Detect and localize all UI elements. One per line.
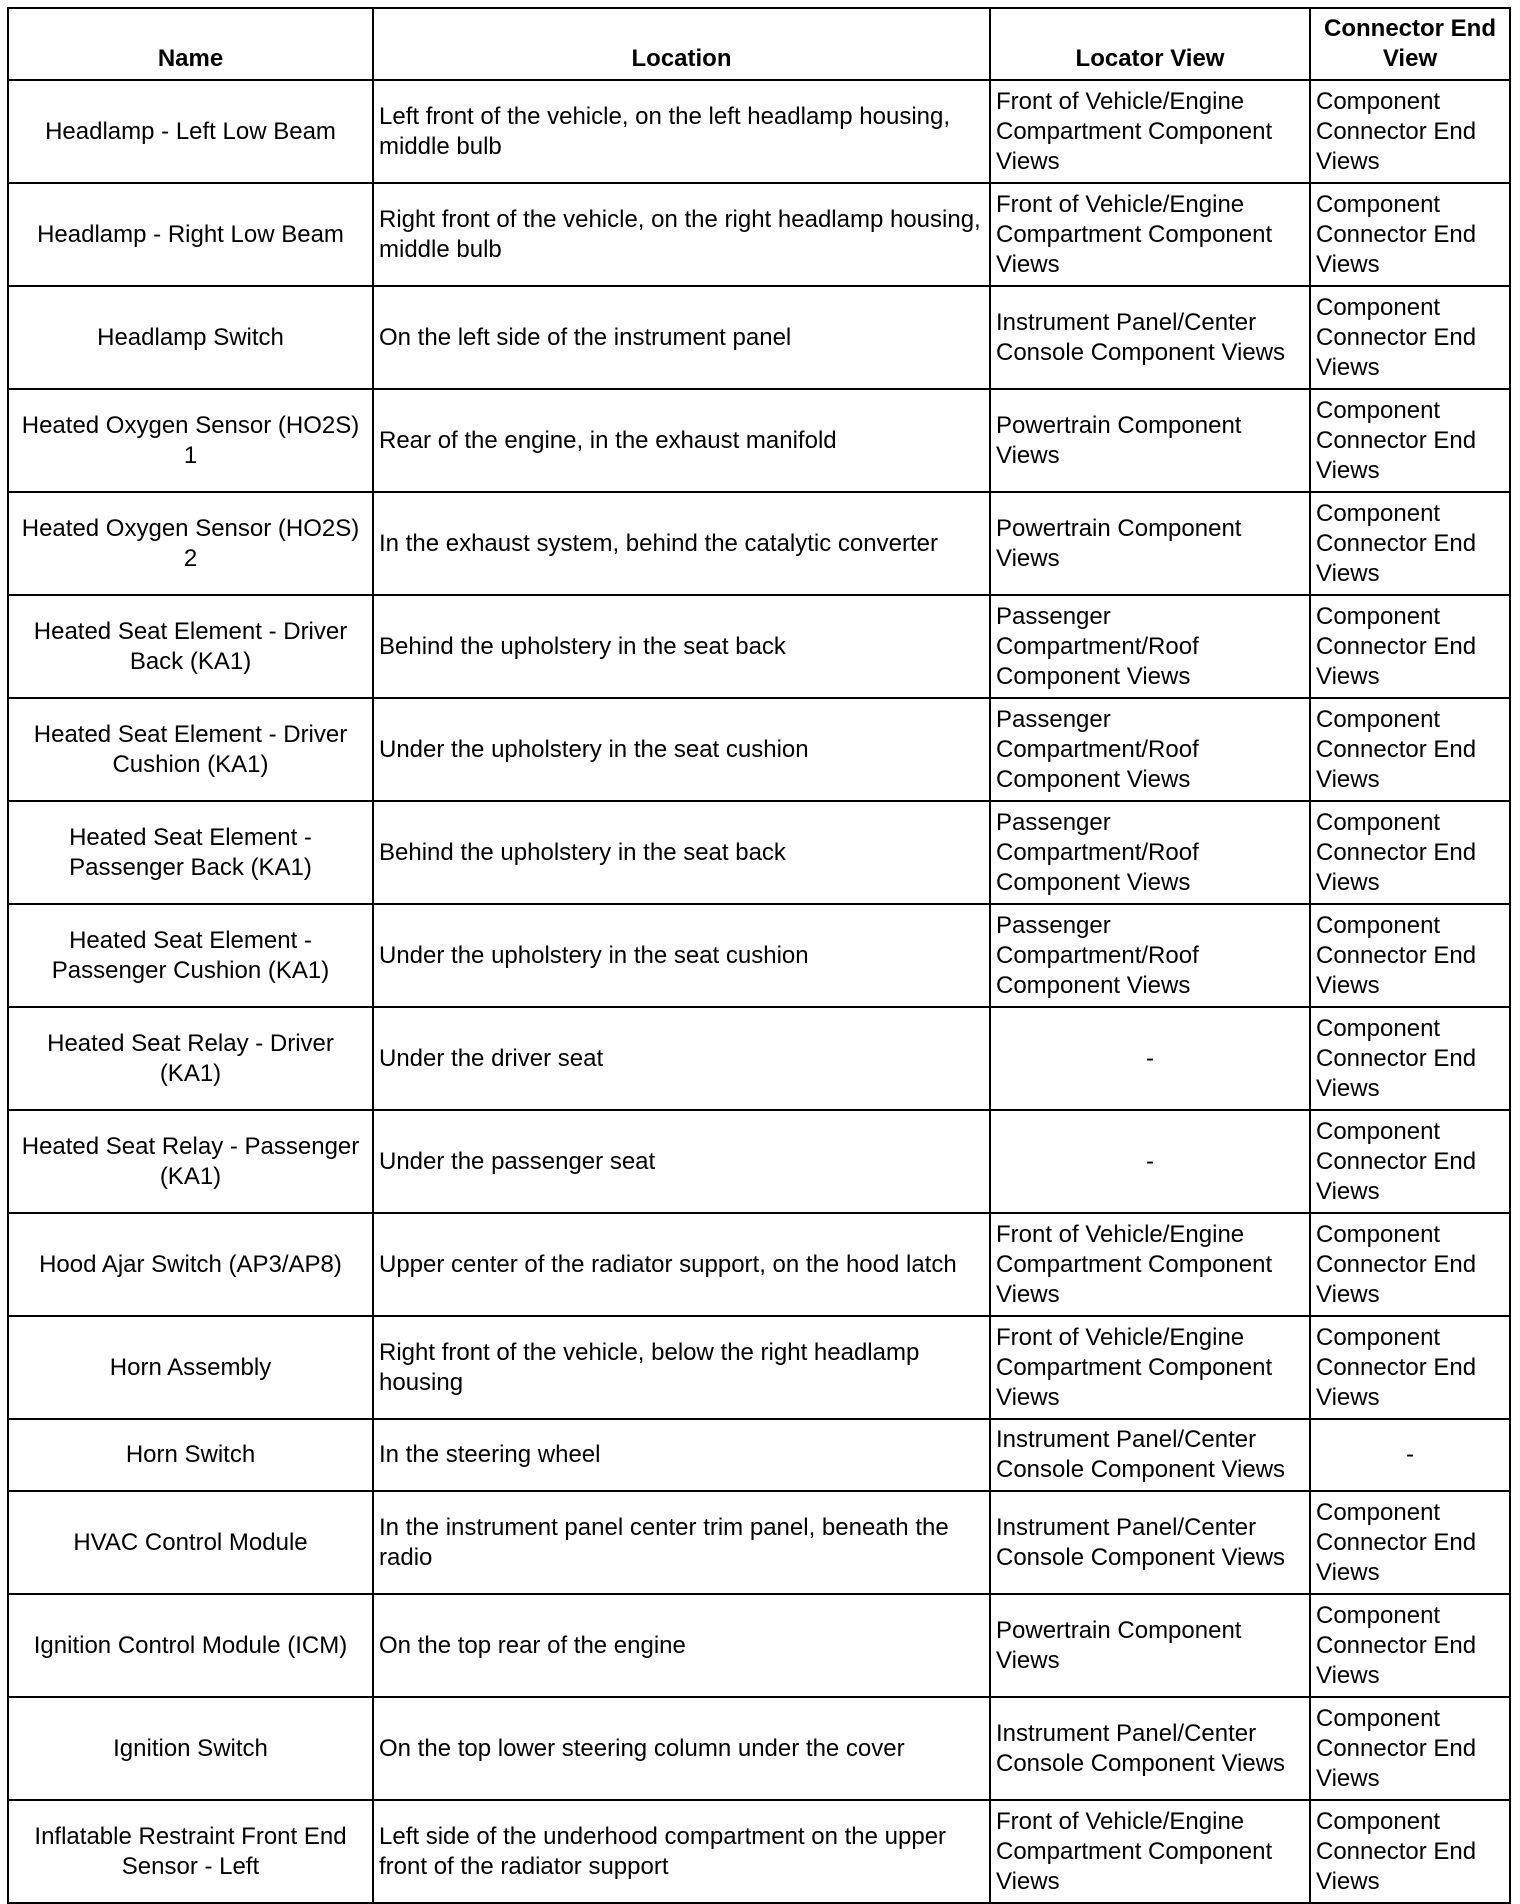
- connector-end-view-cell: Component Connector End Views: [1310, 389, 1510, 492]
- component-name-cell: Headlamp Switch: [8, 286, 373, 389]
- location-cell: Right front of the vehicle, below the right headlamp housing: [373, 1316, 990, 1419]
- locator-view-cell: -: [990, 1007, 1310, 1110]
- connector-end-view-cell: Component Connector End Views: [1310, 801, 1510, 904]
- connector-end-view-cell: Component Connector End Views: [1310, 183, 1510, 286]
- component-name-cell: HVAC Control Module: [8, 1491, 373, 1594]
- component-name-cell: Inflatable Restraint Front End Sensor - Left: [8, 1800, 373, 1903]
- component-name-cell: Heated Seat Relay - Driver (KA1): [8, 1007, 373, 1110]
- locator-view-cell: Front of Vehicle/Engine Compartment Component Views: [990, 1800, 1310, 1903]
- header-row: [8, 8, 1510, 80]
- table-row: [8, 183, 1510, 286]
- location-cell: Under the upholstery in the seat cushion: [373, 904, 990, 1007]
- locator-view-cell: Powertrain Component Views: [990, 1594, 1310, 1697]
- component-name-cell: Heated Seat Element - Passenger Cushion (KA1): [8, 904, 373, 1007]
- location-cell: On the top rear of the engine: [373, 1594, 990, 1697]
- locator-view-cell: Instrument Panel/Center Console Component Views: [990, 1419, 1310, 1491]
- connector-end-view-cell: -: [1310, 1419, 1510, 1491]
- component-name-cell: Heated Seat Element - Passenger Back (KA1): [8, 801, 373, 904]
- locator-view-cell: Instrument Panel/Center Console Component Views: [990, 1491, 1310, 1594]
- connector-end-view-cell: Component Connector End Views: [1310, 492, 1510, 595]
- locator-view-cell: Instrument Panel/Center Console Component Views: [990, 286, 1310, 389]
- locator-view-cell: Front of Vehicle/Engine Compartment Component Views: [990, 1316, 1310, 1419]
- connector-end-view-cell: Component Connector End Views: [1310, 1316, 1510, 1419]
- location-cell: In the instrument panel center trim panel, beneath the radio: [373, 1491, 990, 1594]
- component-name-cell: Heated Seat Element - Driver Back (KA1): [8, 595, 373, 698]
- location-column-header: Location: [373, 8, 990, 80]
- location-cell: Left front of the vehicle, on the left headlamp housing, middle bulb: [373, 80, 990, 183]
- component-name-cell: Heated Oxygen Sensor (HO2S) 2: [8, 492, 373, 595]
- location-cell: Under the upholstery in the seat cushion: [373, 698, 990, 801]
- table-row: [8, 801, 1510, 904]
- table-row: [8, 1316, 1510, 1419]
- connector-end-view-cell: Component Connector End Views: [1310, 1213, 1510, 1316]
- locator-view-cell: Passenger Compartment/Roof Component Views: [990, 801, 1310, 904]
- locator-view-cell: Front of Vehicle/Engine Compartment Component Views: [990, 1213, 1310, 1316]
- location-cell: Under the passenger seat: [373, 1110, 990, 1213]
- component-name-cell: Headlamp - Right Low Beam: [8, 183, 373, 286]
- table-row: [8, 1419, 1510, 1491]
- table-row: [8, 80, 1510, 183]
- name-column-header: Name: [8, 8, 373, 80]
- location-cell: Left side of the underhood compartment on the upper front of the radiator support: [373, 1800, 990, 1903]
- location-cell: In the exhaust system, behind the catalytic converter: [373, 492, 990, 595]
- location-cell: Behind the upholstery in the seat back: [373, 801, 990, 904]
- table-row: [8, 1110, 1510, 1213]
- connector-end-view-cell: Component Connector End Views: [1310, 1697, 1510, 1800]
- table-row: [8, 595, 1510, 698]
- table-row: [8, 904, 1510, 1007]
- table-row: [8, 492, 1510, 595]
- locator-view-column-header: Locator View: [990, 8, 1310, 80]
- locator-view-cell: Passenger Compartment/Roof Component Views: [990, 904, 1310, 1007]
- component-name-cell: Horn Assembly: [8, 1316, 373, 1419]
- table-row: [8, 1697, 1510, 1800]
- location-cell: In the steering wheel: [373, 1419, 990, 1491]
- component-name-cell: Ignition Switch: [8, 1697, 373, 1800]
- table-row: [8, 286, 1510, 389]
- table-row: [8, 1594, 1510, 1697]
- connector-end-view-cell: Component Connector End Views: [1310, 1007, 1510, 1110]
- locator-view-cell: -: [990, 1110, 1310, 1213]
- connector-end-view-cell: Component Connector End Views: [1310, 80, 1510, 183]
- location-cell: Behind the upholstery in the seat back: [373, 595, 990, 698]
- locator-view-cell: Passenger Compartment/Roof Component Views: [990, 595, 1310, 698]
- location-cell: Upper center of the radiator support, on the hood latch: [373, 1213, 990, 1316]
- component-name-cell: Hood Ajar Switch (AP3/AP8): [8, 1213, 373, 1316]
- table-row: [8, 698, 1510, 801]
- component-name-cell: Heated Seat Relay - Passenger (KA1): [8, 1110, 373, 1213]
- location-cell: Under the driver seat: [373, 1007, 990, 1110]
- connector-end-view-cell: Component Connector End Views: [1310, 698, 1510, 801]
- connector-end-view-cell: Component Connector End Views: [1310, 286, 1510, 389]
- locator-view-cell: Passenger Compartment/Roof Component Views: [990, 698, 1310, 801]
- location-cell: Rear of the engine, in the exhaust manifold: [373, 389, 990, 492]
- connector-end-view-cell: Component Connector End Views: [1310, 1491, 1510, 1594]
- table-row: [8, 389, 1510, 492]
- locator-view-cell: Front of Vehicle/Engine Compartment Component Views: [990, 80, 1310, 183]
- locator-view-cell: Instrument Panel/Center Console Component Views: [990, 1697, 1310, 1800]
- connector-end-view-column-header: Connector End View: [1310, 8, 1510, 80]
- table-row: [8, 1213, 1510, 1316]
- connector-end-view-cell: Component Connector End Views: [1310, 1594, 1510, 1697]
- component-name-cell: Horn Switch: [8, 1419, 373, 1491]
- component-name-cell: Heated Oxygen Sensor (HO2S) 1: [8, 389, 373, 492]
- table-row: [8, 1491, 1510, 1594]
- location-cell: Right front of the vehicle, on the right headlamp housing, middle bulb: [373, 183, 990, 286]
- table-row: [8, 1007, 1510, 1110]
- connector-end-view-cell: Component Connector End Views: [1310, 595, 1510, 698]
- location-cell: On the left side of the instrument panel: [373, 286, 990, 389]
- component-name-cell: Heated Seat Element - Driver Cushion (KA1): [8, 698, 373, 801]
- locator-view-cell: Front of Vehicle/Engine Compartment Component Views: [990, 183, 1310, 286]
- component-name-cell: Headlamp - Left Low Beam: [8, 80, 373, 183]
- connector-end-view-cell: Component Connector End Views: [1310, 1800, 1510, 1903]
- location-cell: On the top lower steering column under the cover: [373, 1697, 990, 1800]
- connector-end-view-cell: Component Connector End Views: [1310, 904, 1510, 1007]
- component-location-table: [7, 7, 1511, 1904]
- locator-view-cell: Powertrain Component Views: [990, 492, 1310, 595]
- table-row: [8, 1800, 1510, 1903]
- locator-view-cell: Powertrain Component Views: [990, 389, 1310, 492]
- connector-end-view-cell: Component Connector End Views: [1310, 1110, 1510, 1213]
- component-name-cell: Ignition Control Module (ICM): [8, 1594, 373, 1697]
